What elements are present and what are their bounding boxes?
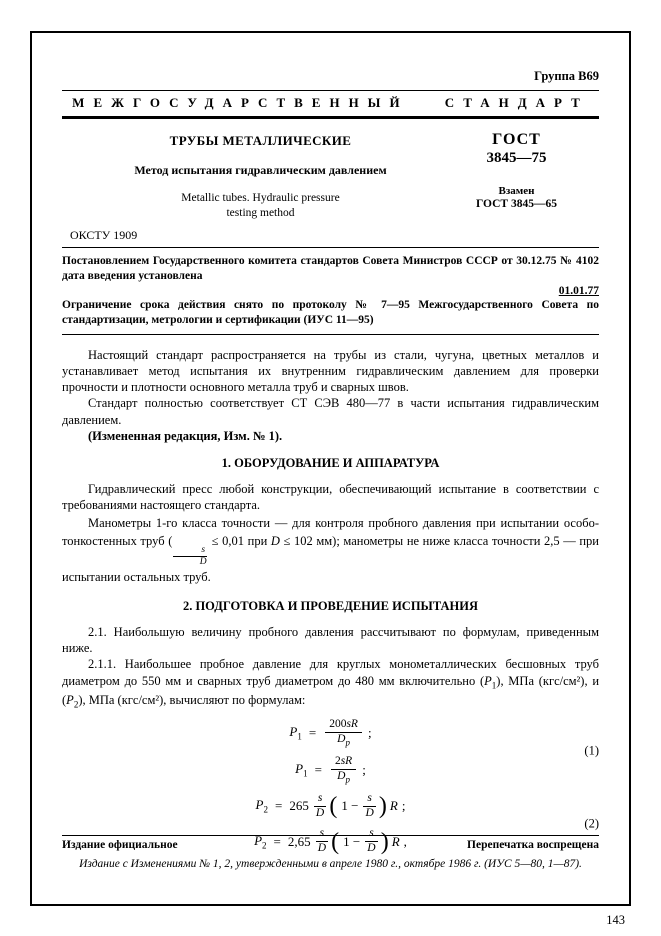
replaces-number: ГОСТ 3845—65: [476, 198, 557, 210]
page-number: 143: [606, 913, 625, 927]
reprint-prohibited-label: Перепечатка воспрещена: [467, 839, 599, 851]
variable-p2: P: [66, 692, 74, 707]
fraction: 200sR $D_р$: [325, 718, 362, 748]
decree-text: Постановлением Государственного комитета стандартов Совета Министров СССР от 30.12.75 № 4102 дата введения установлена: [62, 254, 599, 282]
section-2-paragraph-2-1-1: 2.1.1. Наибольшее пробное давление для круглых монометаллических бесшовных труб диаметром до 550 мм и сварных труб диаметром до 480 мм включительно $(P_1)$, МПа (кгс/см²), и $(P_2)$, МПа (кгс/см²), вычисляют по формулам:: [62, 657, 600, 710]
manometer-text-1: Манометры 1-го класса точности — для контроля пробного давления при испытании особо-тонкостенных труб (: [62, 515, 599, 549]
page-footer: [62, 835, 599, 870]
restriction-text: Ограничение срока действия снято по протоколу № 7—95 Межгосударственного Совета по стандартизации, метрологии и сертификации (ИУС 11—95): [62, 298, 599, 326]
formula-2b: $P_2$ = 2,65 s D ( 1 − $\frac{s}{D}$ ) R ,: [254, 827, 407, 855]
english-title-line-1: Metallic tubes. Hydraulic pressure: [181, 192, 340, 204]
p211-text-3: ), МПа (кгс/см²), вычисляют по формулам:: [78, 692, 306, 707]
fraction: $\frac{s}{D}$: [365, 827, 377, 856]
english-title-line-2: testing method: [226, 206, 295, 219]
equation-2-number: (2): [584, 816, 599, 831]
replaces-label: Взамен: [498, 185, 535, 197]
variable-d: D: [270, 534, 280, 549]
manometer-text-3: ≤ 102 мм); манометры не ниже класса точности 2,5 — при испытании остальных труб.: [62, 534, 599, 585]
footer-row: [62, 839, 599, 851]
group-label: Группа В69: [534, 69, 599, 83]
p211-text-1: 2.1.1. Наибольшее пробное давление для круглых монометаллических бесшовных труб диаметром до 550 мм и сварных труб диаметром до 480 мм включительно (: [62, 657, 599, 688]
title-section: [62, 131, 599, 221]
right-parenthesis: ): [378, 793, 387, 820]
formula-1a: $P_1$ = 200sR $D_р$ ;: [289, 718, 372, 748]
amendment-note: (Измененная редакция, Изм. № 1).: [88, 428, 283, 443]
equation-1-number: (1): [584, 743, 599, 758]
okstu-code: ОКСТУ 1909: [70, 227, 138, 242]
section-2-paragraph-2-1: 2.1. Наибольшую величину пробного давления рассчитывают по формулам, приведенным ниже.: [62, 624, 599, 656]
formula-2a: $P_2$ = 265 s D ( 1 − $\frac{s}{D}$ ) R ;: [255, 791, 406, 820]
manometer-text-2: ≤ 0,01 при: [208, 534, 271, 549]
inline-fraction-s-over-d: $\frac{s}{D}$: [173, 545, 207, 568]
effective-date-row: [62, 285, 599, 297]
formula-1b: $P_1$ = 2sR $D_р$ ;: [295, 754, 366, 785]
section-1-paragraph-2: [62, 514, 599, 587]
right-parenthesis: ): [380, 828, 389, 855]
gost-label: ГОСТ: [492, 131, 541, 148]
interstate-standard-banner: МЕЖГОСУДАРСТВЕННЫЙ СТАНДАРТ: [62, 90, 599, 119]
effective-date: 01.01.77: [558, 284, 599, 297]
horizontal-rule: [62, 835, 599, 836]
fraction: s D: [314, 792, 326, 821]
variable-p1: P: [484, 673, 492, 688]
fraction: s D: [316, 827, 328, 856]
horizontal-rule: [62, 247, 599, 248]
section-1-heading: 1. ОБОРУДОВАНИЕ И АППАРАТУРА: [221, 456, 440, 471]
edition-note: Издание с Изменениями № 1, 2, утвержденными в апреле 1980 г., октябре 1986 г. (ИУС 5—80, 1—87).: [79, 858, 582, 870]
p211-text-2: ), МПа (кгс/см²), и (: [62, 673, 600, 707]
fraction: $\frac{s}{D}$: [363, 792, 375, 821]
document-title: ТРУБЫ МЕТАЛЛИЧЕСКИЕ: [169, 133, 352, 148]
gost-number: 3845—75: [486, 150, 547, 166]
horizontal-rule: [62, 334, 599, 335]
document-subtitle: Метод испытания гидравлическим давлением: [134, 163, 387, 177]
document-title-english: [87, 191, 434, 221]
fraction: 2sR $D_р$: [331, 755, 356, 785]
official-edition-label: Издание официальное: [62, 839, 178, 851]
section-2-heading: 2. ПОДГОТОВКА И ПРОВЕДЕНИЕ ИСПЫТАНИЯ: [182, 598, 479, 613]
gost-designation-block: [434, 131, 599, 221]
left-parenthesis: (: [331, 828, 340, 855]
document-page-frame: [30, 31, 631, 906]
left-parenthesis: (: [329, 793, 338, 820]
intro-paragraph-2: Стандарт полностью соответствует СТ СЭВ 480—77 в части испытания гидравлическим давлением.: [62, 396, 599, 427]
section-1-paragraph-1: Гидравлический пресс любой конструкции, обеспечивающий испытание в соответствии с требованиями настоящего стандарта.: [62, 482, 599, 513]
equation-1-block: [62, 718, 599, 785]
intro-paragraph-1: Настоящий стандарт распространяется на трубы из стали, чугуна, цветных металлов и устанавливает метод испытания их внутренним гидравлическим давлением для проверки прочности и плотности основного металла труб и сварных швов.: [62, 347, 599, 395]
title-left-column: [62, 131, 434, 221]
